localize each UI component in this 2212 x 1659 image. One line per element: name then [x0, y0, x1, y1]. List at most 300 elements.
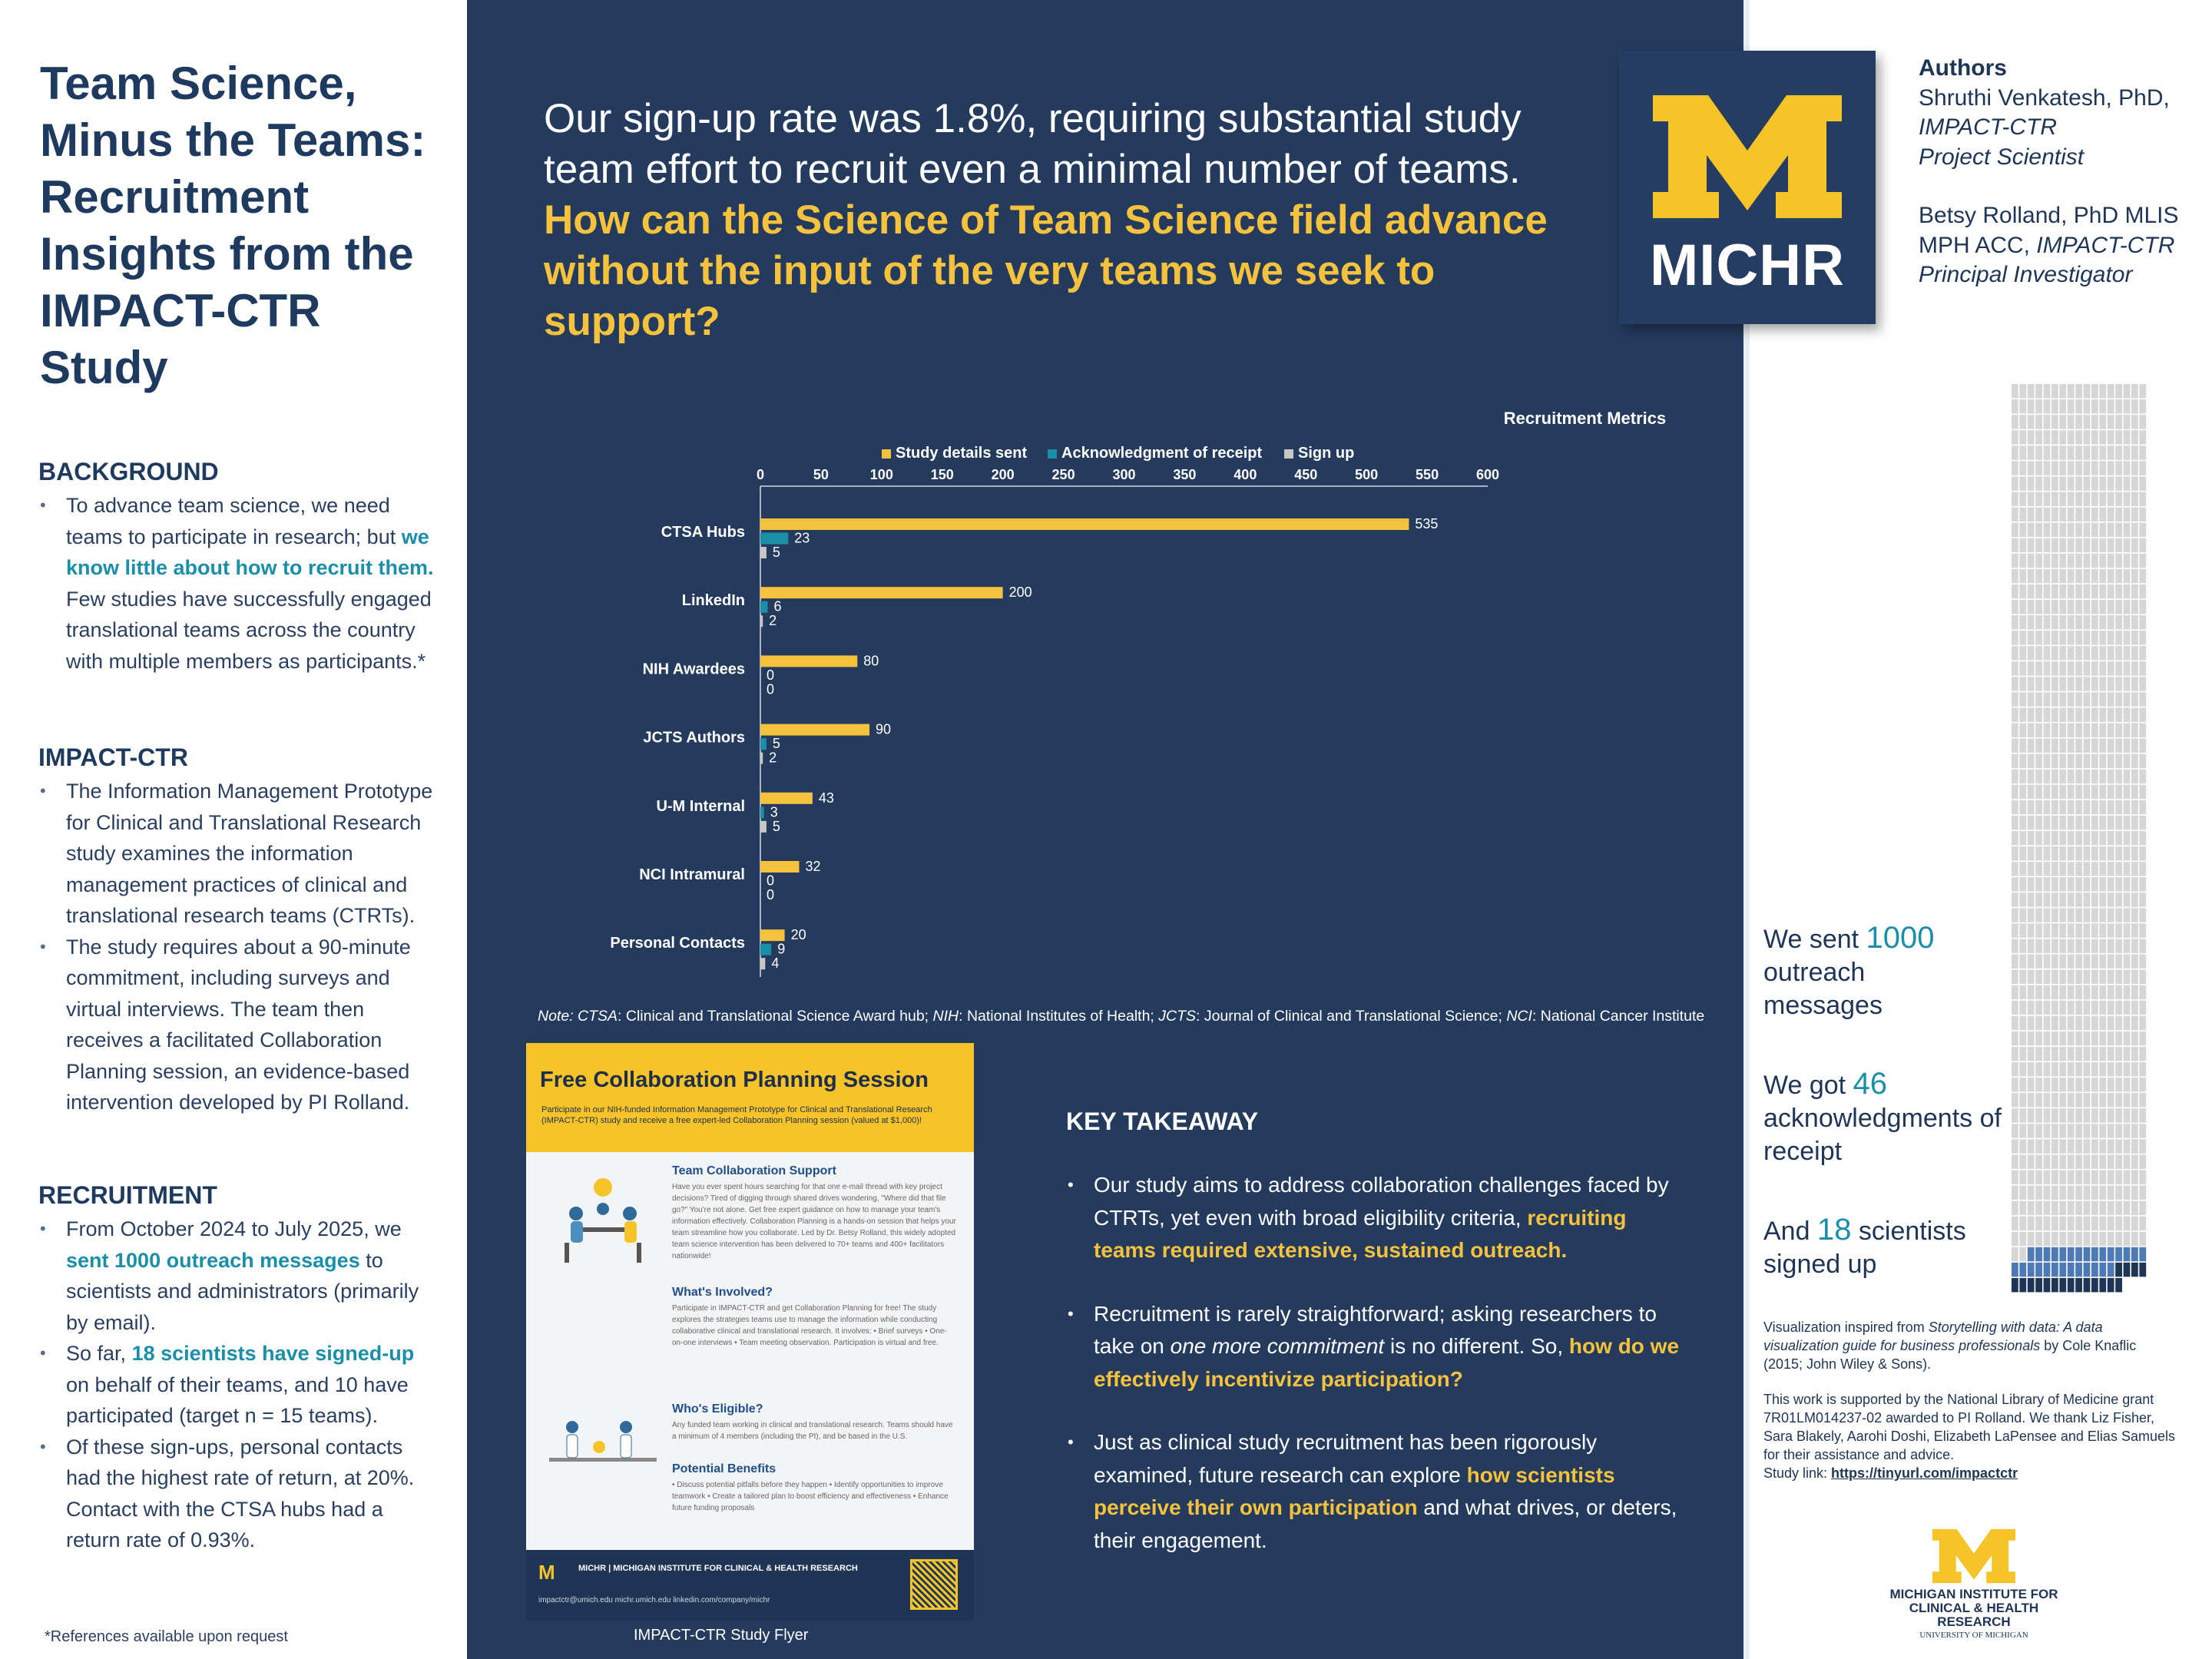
waffle-cell	[2068, 600, 2075, 614]
waffle-cell	[2051, 877, 2058, 891]
waffle-cell	[2131, 877, 2138, 891]
waffle-cell	[2044, 739, 2051, 753]
waffle-cell	[2044, 554, 2051, 568]
waffle-cell	[2028, 430, 2035, 444]
waffle-cell	[2019, 939, 2026, 952]
recruitment-bullet-1: • From October 2024 to July 2025, we sent 1000 outreach messages to scientists and administrators (primarily by email).	[38, 1214, 438, 1338]
waffle-cell	[2131, 1062, 2138, 1076]
waffle-cell	[2068, 908, 2075, 922]
waffle-cell	[2099, 1016, 2106, 1030]
waffle-cell	[2084, 523, 2091, 537]
waffle-cell	[2091, 1201, 2098, 1215]
waffle-cell	[2012, 646, 2018, 660]
waffle-cell	[2139, 492, 2146, 505]
waffle-cell	[2068, 785, 2075, 799]
waffle-cell	[2115, 939, 2122, 952]
waffle-cell	[2099, 908, 2106, 922]
waffle-cell	[2091, 1263, 2098, 1277]
background-bullet: • To advance team science, we need teams to participate in research; but we know little about how to recruit them. Few studies have successfully engaged translational teams across the country with multiple members as participants.*	[38, 490, 438, 677]
category-label: CTSA Hubs	[661, 524, 745, 541]
waffle-cell	[2012, 677, 2018, 690]
waffle-cell	[2044, 785, 2051, 799]
waffle-cell	[2044, 399, 2051, 413]
waffle-cell	[2075, 415, 2082, 429]
waffle-cell	[2035, 877, 2042, 891]
waffle-cell	[2035, 1001, 2042, 1015]
x-tick-label: 250	[1051, 467, 1075, 482]
waffle-cell	[2131, 1078, 2138, 1091]
university-name: UNIVERSITY OF MICHIGAN	[1919, 1631, 2028, 1640]
waffle-cell	[2139, 461, 2146, 475]
waffle-cell	[2115, 631, 2122, 644]
waffle-cell	[2012, 923, 2018, 937]
waffle-cell	[2108, 1108, 2114, 1122]
waffle-cell	[2108, 384, 2114, 398]
waffle-cell	[2068, 923, 2075, 937]
waffle-cell	[2108, 877, 2114, 891]
waffle-cell	[2019, 1232, 2026, 1246]
waffle-cell	[2051, 1016, 2058, 1030]
waffle-cell	[2059, 399, 2066, 413]
waffle-cell	[2091, 1217, 2098, 1230]
data-label: 9	[777, 941, 786, 957]
waffle-cell	[2124, 492, 2131, 505]
flyer-logo: M	[538, 1561, 555, 1584]
waffle-cell	[2068, 831, 2075, 845]
waffle-cell	[2012, 615, 2018, 629]
funding-acknowledgment: This work is supported by the National Library of Medicine grant 7R01LM014237-02 awarded to PI Rolland. We thank Liz Fisher, Sara Blakely, Aarohi Doshi, Elizabeth LaPensee and Elias Samuels for their assistance and advice.	[1763, 1392, 2175, 1462]
waffle-cell	[2091, 661, 2098, 675]
waffle-cell	[2131, 1093, 2138, 1107]
bar	[760, 821, 767, 833]
waffle-cell	[2091, 1186, 2098, 1200]
waffle-cell	[2051, 908, 2058, 922]
data-label: 4	[771, 955, 780, 972]
waffle-cell	[2059, 600, 2066, 614]
waffle-cell	[2075, 1062, 2082, 1076]
waffle-cell	[2075, 523, 2082, 537]
waffle-cell	[2059, 1093, 2066, 1107]
data-label: 0	[767, 873, 775, 889]
author-2: Betsy Rolland, PhD MLIS MPH ACC, IMPACT-CTR Principal Investigator	[1919, 203, 2179, 287]
bar	[760, 615, 763, 627]
waffle-cell	[2068, 461, 2075, 475]
waffle-cell	[2044, 1139, 2051, 1153]
waffle-cell	[2012, 862, 2018, 876]
waffle-cell	[2019, 723, 2026, 737]
waffle-cell	[2075, 1170, 2082, 1184]
waffle-cell	[2051, 970, 2058, 984]
waffle-cell	[2044, 1154, 2051, 1168]
waffle-cell	[2099, 677, 2106, 690]
waffle-cell	[2075, 646, 2082, 660]
waffle-cell	[2131, 569, 2138, 583]
waffle-cell	[2084, 1078, 2091, 1091]
waffle-cell	[2108, 1217, 2114, 1230]
waffle-cell	[2115, 646, 2122, 660]
category-label: Personal Contacts	[610, 935, 745, 952]
bar	[760, 518, 1409, 530]
waffle-cell	[2131, 1139, 2138, 1153]
waffle-cell	[2068, 800, 2075, 814]
waffle-cell	[2131, 846, 2138, 860]
waffle-cell	[2019, 707, 2026, 721]
waffle-cell	[2028, 816, 2035, 830]
waffle-cell	[2115, 955, 2122, 969]
waffle-cell	[2068, 707, 2075, 721]
waffle-cell	[2028, 862, 2035, 876]
waffle-cell	[2091, 939, 2098, 952]
waffle-cell	[2012, 831, 2018, 845]
waffle-cell	[2068, 892, 2075, 906]
waffle-cell	[2051, 754, 2058, 768]
waffle-cell	[2131, 508, 2138, 522]
waffle-cell	[2035, 970, 2042, 984]
waffle-cell	[2059, 1001, 2066, 1015]
waffle-cell	[2012, 1031, 2018, 1045]
waffle-cell	[2099, 1201, 2106, 1215]
waffle-cell	[2131, 939, 2138, 952]
waffle-cell	[2084, 615, 2091, 629]
waffle-cell	[2139, 1263, 2146, 1277]
waffle-cell	[2012, 538, 2018, 552]
waffle-cell	[2099, 1108, 2106, 1122]
waffle-cell	[2044, 1062, 2051, 1076]
waffle-cell	[2012, 399, 2018, 413]
waffle-cell	[2115, 584, 2122, 598]
waffle-cell	[2012, 939, 2018, 952]
waffle-cell	[2012, 461, 2018, 475]
data-label: 0	[767, 681, 775, 697]
waffle-cell	[2139, 955, 2146, 969]
waffle-cell	[2099, 1031, 2106, 1045]
waffle-cell	[2091, 554, 2098, 568]
study-link[interactable]: https://tinyurl.com/impactctr	[1831, 1465, 2018, 1481]
waffle-cell	[2059, 939, 2066, 952]
waffle-cell	[2051, 692, 2058, 706]
waffle-cell	[2091, 415, 2098, 429]
waffle-cell	[2139, 384, 2146, 398]
waffle-cell	[2012, 661, 2018, 675]
waffle-cell	[2012, 707, 2018, 721]
waffle-cell	[2075, 615, 2082, 629]
waffle-cell	[2108, 1154, 2114, 1168]
outreach-waffle-chart	[2012, 384, 2147, 1293]
waffle-cell	[2108, 430, 2114, 444]
waffle-cell	[2035, 1047, 2042, 1061]
waffle-cell	[2139, 970, 2146, 984]
waffle-cell	[2139, 754, 2146, 768]
waffle-cell	[2084, 1263, 2091, 1277]
waffle-cell	[2019, 569, 2026, 583]
waffle-cell	[2028, 939, 2035, 952]
waffle-cell	[2124, 1263, 2131, 1277]
waffle-cell	[2012, 569, 2018, 583]
waffle-cell	[2019, 1001, 2026, 1015]
waffle-cell	[2115, 1217, 2122, 1230]
waffle-cell	[2012, 754, 2018, 768]
waffle-cell	[2044, 1278, 2051, 1292]
waffle-cell	[2035, 785, 2042, 799]
waffle-cell	[2131, 615, 2138, 629]
waffle-cell	[2012, 955, 2018, 969]
waffle-cell	[2099, 584, 2106, 598]
waffle-cell	[2035, 508, 2042, 522]
takeaway-bullet-1: • Our study aims to address collaboration challenges faced by CTRTs, yet even with broad eligibility criteria, recruiting teams required extensive, sustained outreach.	[1066, 1169, 1681, 1267]
waffle-cell	[2028, 584, 2035, 598]
waffle-cell	[2124, 538, 2131, 552]
waffle-cell	[2124, 461, 2131, 475]
waffle-cell	[2124, 430, 2131, 444]
waffle-cell	[2099, 461, 2106, 475]
waffle-cell	[2044, 1124, 2051, 1137]
waffle-cell	[2099, 1217, 2106, 1230]
waffle-cell	[2108, 631, 2114, 644]
waffle-cell	[2035, 1263, 2042, 1277]
waffle-cell	[2012, 877, 2018, 891]
waffle-cell	[2108, 538, 2114, 552]
waffle-cell	[2091, 955, 2098, 969]
waffle-cell	[2124, 862, 2131, 876]
waffle-cell	[2139, 569, 2146, 583]
waffle-cell	[2084, 1247, 2091, 1261]
waffle-cell	[2084, 584, 2091, 598]
impact-bullet-2: • The study requires about a 90-minute commitment, including surveys and virtual interviews. The team then receives a facilitated Collaboration Planning session, an evidence-based intervention developed by PI Rolland.	[38, 932, 438, 1118]
lab-illustration	[541, 1404, 664, 1481]
waffle-cell	[2035, 939, 2042, 952]
waffle-cell	[2028, 877, 2035, 891]
center-panel	[467, 0, 1743, 1659]
waffle-cell	[2059, 1047, 2066, 1061]
waffle-cell	[2068, 584, 2075, 598]
waffle-cell	[2035, 908, 2042, 922]
waffle-cell	[2124, 1124, 2131, 1137]
waffle-cell	[2068, 1078, 2075, 1091]
waffle-cell	[2044, 939, 2051, 952]
waffle-cell	[2131, 399, 2138, 413]
waffle-cell	[2108, 646, 2114, 660]
x-tick-label: 500	[1355, 467, 1379, 482]
waffle-cell	[2075, 985, 2082, 999]
waffle-cell	[2075, 1217, 2082, 1230]
waffle-cell	[2035, 1124, 2042, 1137]
waffle-cell	[2051, 1047, 2058, 1061]
x-tick-label: 150	[930, 467, 954, 482]
waffle-cell	[2131, 1031, 2138, 1045]
waffle-cell	[2059, 508, 2066, 522]
waffle-cell	[2115, 1139, 2122, 1153]
waffle-cell	[2028, 754, 2035, 768]
waffle-cell	[2139, 1201, 2146, 1215]
legend-label: Study details sent	[896, 445, 1028, 462]
waffle-cell	[2139, 816, 2146, 830]
waffle-cell	[2124, 554, 2131, 568]
data-label: 23	[794, 530, 810, 546]
waffle-cell	[2124, 384, 2131, 398]
waffle-cell	[2139, 661, 2146, 675]
waffle-cell	[2051, 461, 2058, 475]
background-text	[38, 490, 438, 677]
waffle-cell	[2131, 384, 2138, 398]
waffle-cell	[2044, 816, 2051, 830]
waffle-cell	[2051, 569, 2058, 583]
waffle-cell	[2051, 415, 2058, 429]
bar	[760, 929, 785, 941]
waffle-cell	[2012, 1232, 2018, 1246]
waffle-cell	[2068, 508, 2075, 522]
waffle-cell	[2028, 569, 2035, 583]
waffle-cell	[2051, 1093, 2058, 1107]
waffle-cell	[2124, 1186, 2131, 1200]
waffle-cell	[2035, 1078, 2042, 1091]
waffle-cell	[2124, 1062, 2131, 1076]
waffle-cell	[2012, 508, 2018, 522]
waffle-cell	[2068, 1124, 2075, 1137]
waffle-cell	[2131, 584, 2138, 598]
waffle-cell	[2068, 1062, 2075, 1076]
waffle-cell	[2099, 1154, 2106, 1168]
bar	[760, 601, 767, 613]
waffle-cell	[2012, 476, 2018, 490]
waffle-cell	[2108, 908, 2114, 922]
key-takeaway-heading: KEY TAKEAWAY	[1066, 1108, 1259, 1135]
waffle-cell	[2028, 1139, 2035, 1153]
visualization-credit: Visualization inspired from Storytelling with data: A data visualization guide for business professionals by Cole Knaflic (2015; John Wiley & Sons).	[1763, 1320, 2137, 1372]
waffle-cell	[2019, 1201, 2026, 1215]
waffle-cell	[2084, 569, 2091, 583]
waffle-cell	[2035, 600, 2042, 614]
waffle-cell	[2099, 862, 2106, 876]
waffle-cell	[2012, 492, 2018, 505]
waffle-cell	[2115, 1001, 2122, 1015]
waffle-cell	[2139, 846, 2146, 860]
waffle-cell	[2019, 523, 2026, 537]
waffle-cell	[2084, 877, 2091, 891]
waffle-cell	[2124, 985, 2131, 999]
waffle-cell	[2115, 600, 2122, 614]
waffle-cell	[2059, 1154, 2066, 1168]
waffle-cell	[2115, 615, 2122, 629]
waffle-cell	[2019, 508, 2026, 522]
waffle-cell	[2075, 1047, 2082, 1061]
waffle-cell	[2028, 600, 2035, 614]
waffle-cell	[2068, 1154, 2075, 1168]
waffle-cell	[2044, 908, 2051, 922]
waffle-cell	[2091, 1170, 2098, 1184]
waffle-cell	[2035, 1232, 2042, 1246]
waffle-cell	[2019, 1124, 2026, 1137]
waffle-cell	[2124, 877, 2131, 891]
waffle-cell	[2028, 445, 2035, 459]
waffle-cell	[2051, 723, 2058, 737]
waffle-cell	[2059, 770, 2066, 783]
waffle-cell	[2075, 1016, 2082, 1030]
waffle-cell	[2028, 1154, 2035, 1168]
waffle-cell	[2131, 754, 2138, 768]
waffle-cell	[2028, 523, 2035, 537]
waffle-cell	[2044, 985, 2051, 999]
waffle-cell	[2108, 800, 2114, 814]
waffle-cell	[2028, 631, 2035, 644]
waffle-cell	[2068, 955, 2075, 969]
waffle-cell	[2044, 800, 2051, 814]
recruitment-bullet-2: • So far, 18 scientists have signed-up on behalf of their teams, and 10 have participated (target n = 15 teams).	[38, 1338, 438, 1432]
waffle-cell	[2084, 892, 2091, 906]
waffle-cell	[2131, 538, 2138, 552]
waffle-cell	[2059, 1078, 2066, 1091]
waffle-cell	[2124, 1093, 2131, 1107]
waffle-cell	[2084, 1201, 2091, 1215]
waffle-cell	[2084, 1108, 2091, 1122]
waffle-cell	[2108, 584, 2114, 598]
flyer-caption: IMPACT-CTR Study Flyer	[634, 1627, 809, 1644]
waffle-cell	[2108, 569, 2114, 583]
waffle-cell	[2012, 846, 2018, 860]
waffle-cell	[2108, 1031, 2114, 1045]
headline: Our sign-up rate was 1.8%, requiring substantial study team effort to recruit even a minimal number of teams. How can the Science of Team Science field advance without the input of the very teams we seek to support?	[544, 96, 1548, 344]
waffle-cell	[2099, 523, 2106, 537]
waffle-cell	[2019, 831, 2026, 845]
waffle-cell	[2108, 677, 2114, 690]
waffle-cell	[2131, 1263, 2138, 1277]
category-label: NIH Awardees	[642, 661, 745, 678]
waffle-cell	[2139, 939, 2146, 952]
waffle-cell	[2059, 523, 2066, 537]
waffle-cell	[2131, 1047, 2138, 1061]
waffle-cell	[2108, 523, 2114, 537]
waffle-cell	[2084, 1093, 2091, 1107]
waffle-cell	[2075, 955, 2082, 969]
waffle-cell	[2068, 862, 2075, 876]
waffle-cell	[2028, 1016, 2035, 1030]
waffle-cell	[2115, 692, 2122, 706]
waffle-cell	[2075, 846, 2082, 860]
waffle-cell	[2108, 939, 2114, 952]
waffle-cell	[2108, 892, 2114, 906]
waffle-cell	[2044, 1247, 2051, 1261]
waffle-cell	[2115, 1186, 2122, 1200]
category-label: NCI Intramural	[639, 866, 745, 883]
waffle-cell	[2012, 985, 2018, 999]
waffle-cell	[2099, 399, 2106, 413]
waffle-cell	[2124, 661, 2131, 675]
waffle-cell	[2139, 476, 2146, 490]
waffle-cell	[2131, 923, 2138, 937]
waffle-cell	[2068, 399, 2075, 413]
waffle-cell	[2068, 554, 2075, 568]
waffle-cell	[2108, 1124, 2114, 1137]
waffle-cell	[2051, 800, 2058, 814]
waffle-cell	[2051, 430, 2058, 444]
waffle-cell	[2131, 707, 2138, 721]
waffle-cell	[2068, 1217, 2075, 1230]
legend-label: Sign up	[1298, 445, 1355, 462]
waffle-cell	[2019, 476, 2026, 490]
waffle-cell	[2068, 770, 2075, 783]
waffle-cell	[2035, 1154, 2042, 1168]
waffle-cell	[2124, 415, 2131, 429]
waffle-cell	[2091, 1047, 2098, 1061]
waffle-cell	[2044, 584, 2051, 598]
waffle-cell	[2099, 646, 2106, 660]
waffle-cell	[2059, 476, 2066, 490]
waffle-cell	[2108, 955, 2114, 969]
waffle-cell	[2084, 692, 2091, 706]
waffle-cell	[2035, 1108, 2042, 1122]
waffle-cell	[2035, 985, 2042, 999]
waffle-cell	[2124, 1217, 2131, 1230]
waffle-cell	[2035, 445, 2042, 459]
